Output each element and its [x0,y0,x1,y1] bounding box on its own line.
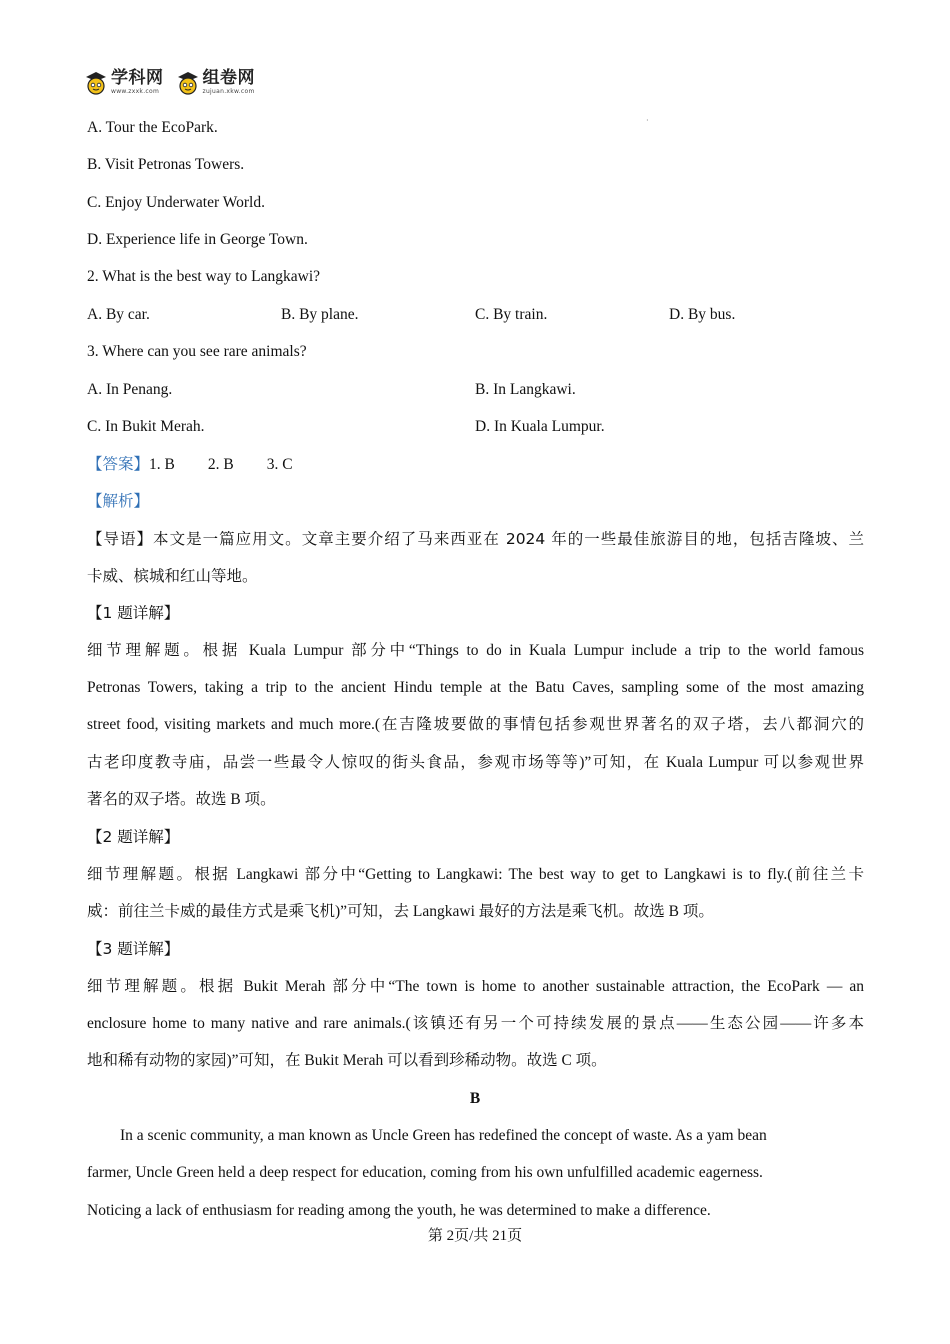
logo-name: 组卷网 [202,68,255,88]
page-footer: 第 2页/共 21页 [427,1228,523,1244]
q2-option-c: C. By train. [475,306,548,323]
answer-label: 【答案】 [87,455,150,473]
section-b-heading: B [469,1090,481,1107]
logo-zxxk[interactable] [84,70,164,95]
q2-option-b: B. By plane. [281,306,359,323]
answer-2: 2. B [207,456,234,473]
answer-line [87,454,293,475]
answer-3: 3. C [266,456,293,473]
q3-option-d: D. In Kuala Lumpur. [475,418,605,435]
detail-3-title: 【3 题详解】 [87,940,180,958]
detail-1-line-1: 细节理解题。根据 Kuala Lumpur 部分中“Things to do in Kuala Lumpur include a trip to the world famous [87,642,864,659]
q1-option-d: D. Experience life in George Town. [87,231,308,248]
graduation-cap-face-icon [176,71,200,95]
q2-option-d: D. By bus. [669,306,736,323]
detail-1-line-4: 古老印度教寺庙，品尝一些最令人惊叹的街头食品，参观市场等等)”可知，在 Kuala Lumpur 可以参观世界 [87,754,864,771]
q1-option-a: A. Tour the EcoPark. [87,119,218,136]
section-b-line-3: Noticing a lack of enthusiasm for reading among the youth, he was determined to make a difference. [87,1202,711,1219]
q2-question: 2. What is the best way to Langkawi? [87,268,321,285]
detail-3-line-1: 细节理解题。根据 Bukit Merah 部分中“The town is home to another sustainable attraction, the EcoPark — an [87,978,864,995]
q3-option-a: A. In Penang. [87,381,173,398]
detail-2-line-2: 威：前往兰卡威的最佳方式是乘飞机)”可知，去 Langkawi 最好的方法是乘飞机。故选 B 项。 [87,903,714,920]
logo-zujuan[interactable] [176,70,256,95]
detail-3-line-3: 地和稀有动物的家园)”可知，在 Bukit Merah 可以看到珍稀动物。故选 C 项。 [87,1052,607,1069]
answer-1: 1. B [149,456,175,473]
q3-option-c: C. In Bukit Merah. [87,418,205,435]
detail-1-line-2: Petronas Towers, taking a trip to the ancient Hindu temple at the Batu Caves, sampling some of the most amazing [87,679,864,696]
q2-option-a: A. By car. [87,306,150,323]
stray-dot: · [646,116,649,125]
logo-url: zujuan.xkw.com [202,88,255,95]
graduation-cap-face-icon [84,71,108,95]
section-b-line-2: farmer, Uncle Green held a deep respect for education, coming from his own unfulfilled academic eagerness. [87,1164,763,1181]
q1-option-c: C. Enjoy Underwater World. [87,194,265,211]
logo-url: www.zxxk.com [111,88,160,95]
intro-line-1: 【导语】本文是一篇应用文。文章主要介绍了马来西亚在 2024 年的一些最佳旅游目的地，包括吉隆坡、兰 [87,530,864,548]
detail-2-line-1: 细节理解题。根据 Langkawi 部分中“Getting to Langkawi: The best way to get to Langkawi is to fly.(前往兰卡 [87,866,864,883]
logo-name: 学科网 [111,68,164,88]
q3-option-b: B. In Langkawi. [475,381,576,398]
detail-2-title: 【2 题详解】 [87,828,180,846]
detail-3-line-2: enclosure home to many native and rare animals.(该镇还有另一个可持续发展的景点——生态公园——许多本 [87,1015,864,1032]
intro-line-2: 卡威、槟城和红山等地。 [87,567,258,585]
header-logos [84,70,255,95]
detail-1-line-5: 著名的双子塔。故选 B 项。 [87,791,276,808]
section-b-line-1: In a scenic community, a man known as Uncle Green has redefined the concept of waste. As a yam bean [120,1127,767,1144]
q3-question: 3. Where can you see rare animals? [87,343,307,360]
q1-option-b: B. Visit Petronas Towers. [87,156,245,173]
detail-1-title: 【1 题详解】 [87,604,180,622]
detail-1-line-3: street food, visiting markets and much more.(在吉隆坡要做的事情包括参观世界著名的双子塔，去八都洞穴的 [87,716,864,733]
analysis-label: 【解析】 [87,492,150,510]
